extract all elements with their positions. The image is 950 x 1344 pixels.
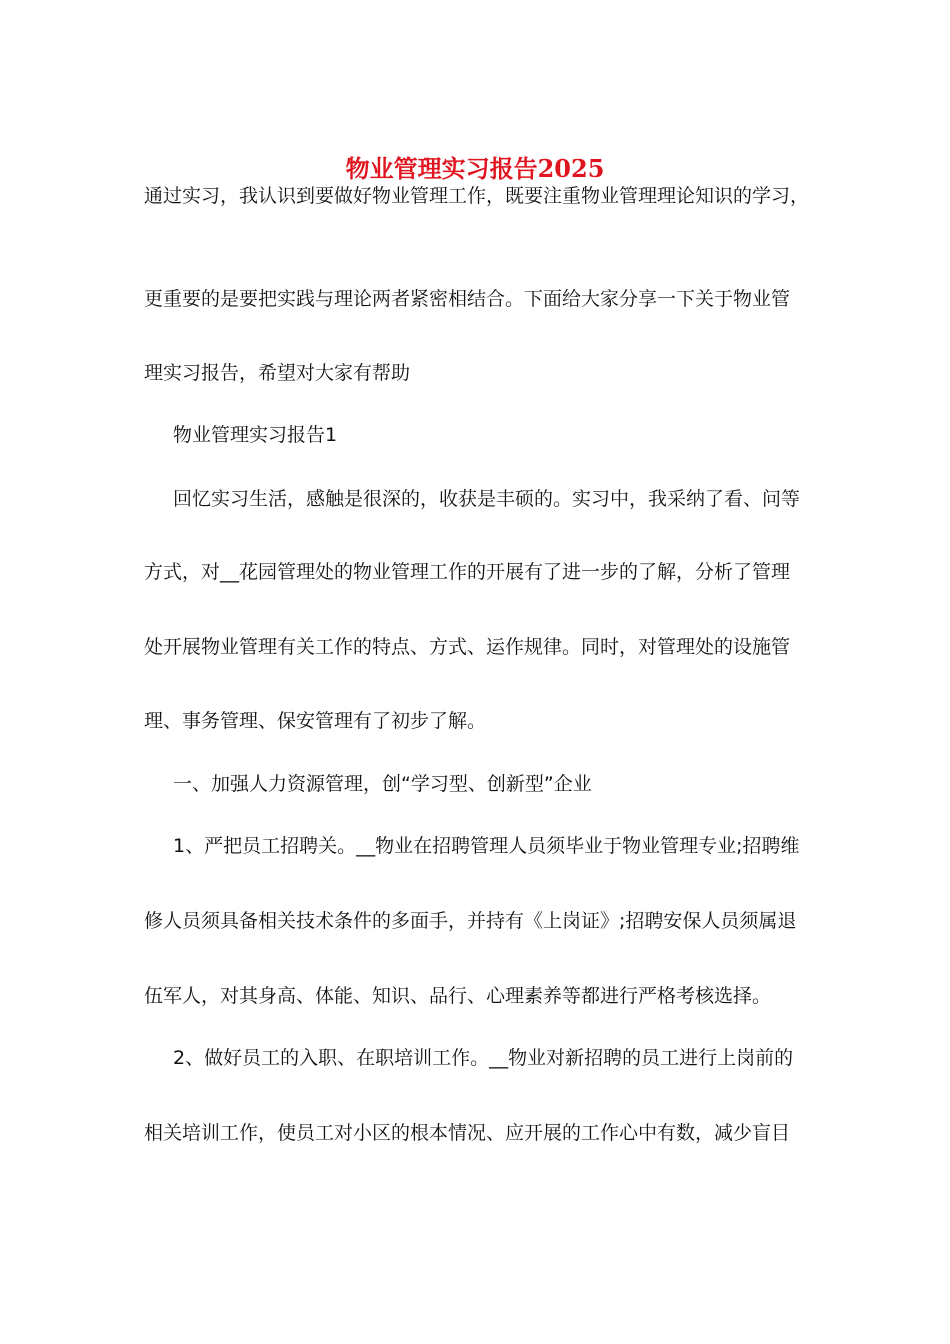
paragraph-line: 理、事务管理、保安管理有了初步了解。 <box>144 710 487 732</box>
paragraph-line: 方式，对__花园管理处的物业管理工作的开展有了进一步的了解，分析了管理 <box>144 561 791 583</box>
subsection-heading: 一、加强人力资源管理，创“学习型、创新型”企业 <box>173 773 592 795</box>
paragraph-line: 相关培训工作，使员工对小区的根本情况、应开展的工作心中有数，减少盲目 <box>144 1122 791 1144</box>
paragraph-line: 处开展物业管理有关工作的特点、方式、运作规律。同时，对管理处的设施管 <box>144 636 791 658</box>
paragraph-line: 1、严把员工招聘关。__物业在招聘管理人员须毕业于物业管理专业;招聘维 <box>173 835 800 857</box>
paragraph-line: 更重要的是要把实践与理论两者紧密相结合。下面给大家分享一下关于物业管 <box>144 288 791 310</box>
paragraph-line: 伍军人，对其身高、体能、知识、品行、心理素养等都进行严格考核选择。 <box>144 985 772 1007</box>
paragraph-line: 2、做好员工的入职、在职培训工作。__物业对新招聘的员工进行上岗前的 <box>173 1047 794 1069</box>
document-title: 物业管理实习报告2025 <box>345 154 605 183</box>
section-heading: 物业管理实习报告1 <box>173 424 338 446</box>
paragraph-line: 理实习报告，希望对大家有帮助 <box>144 362 411 384</box>
paragraph-line: 回忆实习生活，感触是很深的，收获是丰硕的。实习中，我采纳了看、问等 <box>173 488 801 510</box>
paragraph-line: 修人员须具备相关技术条件的多面手，并持有《上岗证》;招聘安保人员须属退 <box>144 910 797 932</box>
paragraph-line: 通过实习，我认识到要做好物业管理工作，既要注重物业管理理论知识的学习， <box>144 185 810 207</box>
